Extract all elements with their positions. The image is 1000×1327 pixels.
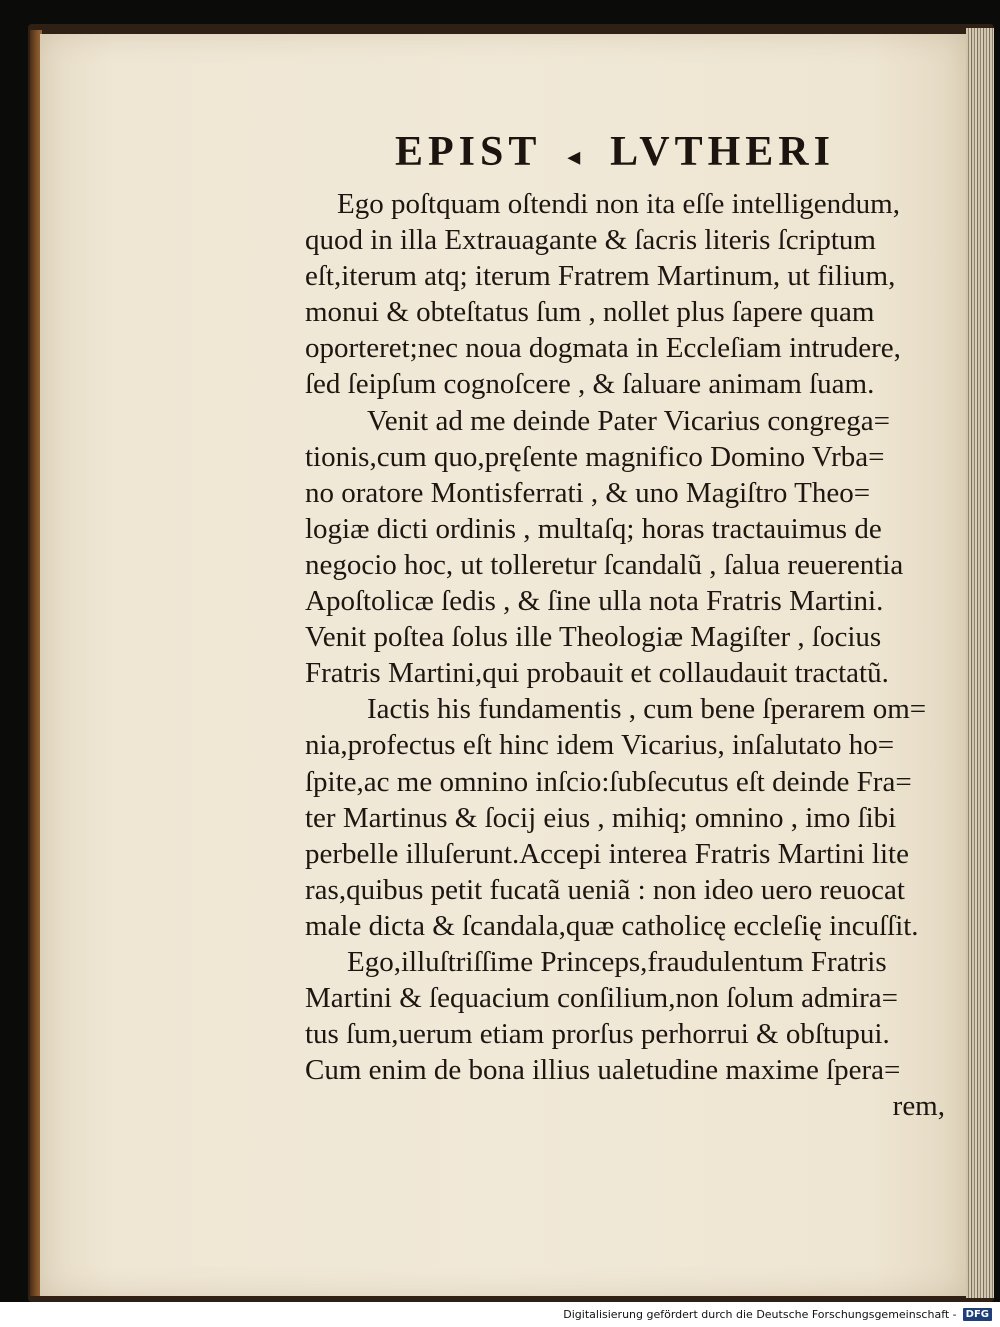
text-line: Ego,illuſtriſſime Princeps,fraudulentum Fratris — [347, 945, 887, 978]
running-header — [395, 128, 835, 184]
text-line: ras,quibus petit fucatã ueniã : non ideo uero reuocat — [305, 873, 905, 906]
text-line: monui & obteſtatus ſum , nollet plus ſapere quam — [305, 296, 875, 329]
dfg-logo-icon: DFG — [963, 1308, 992, 1321]
text-line: Martini & ſequacium conſilium,non ſolum admira= — [305, 982, 899, 1015]
header-mark: ◂ — [567, 142, 581, 171]
text-line: Venit ad me deinde Pater Vicarius congrega= — [367, 404, 891, 437]
text-line: ſed ſeipſum cognoſcere , & ſaluare animam ſuam. — [305, 368, 875, 401]
text-line: no oratore Montisferrati , & uno Magiſtro Theo= — [305, 476, 871, 509]
text-line: perbelle illuſerunt.Accepi interea Fratris Martini lite — [305, 837, 909, 870]
body-text — [305, 186, 945, 1124]
header-right: LVTHERI — [610, 129, 835, 175]
text-line: Apoſtolicæ ſedis , & ſine ulla nota Fratris Martini. — [305, 585, 884, 618]
page-edges — [966, 28, 994, 1298]
text-line: negocio hoc, ut tolleretur ſcandalũ , ſalua reuerentia — [305, 548, 904, 581]
text-line: quod in illa Extrauagante & ſacris literis ſcriptum — [305, 224, 876, 257]
text-line: logiæ dicti ordinis , multaſq; horas tractauimus de — [305, 512, 882, 545]
text-line: Ego poſtquam oſtendi non ita eſſe intelligendum, — [337, 188, 900, 220]
text-line: male dicta & ſcandala,quæ catholicę eccleſię incuſſit. — [305, 909, 919, 942]
text-line: tus ſum,uerum etiam prorſus perhorrui & obſtupui. — [305, 1018, 890, 1051]
text-line: eſt,iterum atq; iterum Fratrem Martinum, ut filium, — [305, 260, 896, 293]
text-line: ter Martinus & ſocij eius , mihiq; omnino , imo ſibi — [305, 801, 897, 834]
text-line: Fratris Martini,qui probauit et collaudauit tractatũ. — [305, 657, 889, 690]
text-line: tionis,cum quo,pręſente magnifico Domino Vrba= — [305, 440, 885, 473]
text-line: ſpite,ac me omnino inſcio:ſubſecutus eſt deinde Fra= — [305, 765, 912, 798]
footer-bar — [0, 1302, 1000, 1327]
text-line: nia,profectus eſt hinc idem Vicarius, inſalutato ho= — [305, 729, 895, 762]
header-left: EPIST — [395, 129, 542, 175]
funding-notice: Digitalisierung gefördert durch die Deutsche Forschungsgemeinschaft - — [563, 1308, 957, 1321]
catchword: rem, — [892, 1090, 945, 1123]
text-line: Venit poſtea ſolus ille Theologiæ Magiſter , ſocius — [305, 621, 882, 654]
text-line: Iactis his fundamentis , cum bene ſperarem om= — [367, 693, 927, 726]
text-line: oporteret;nec noua dogmata in Eccleſiam intrudere, — [305, 332, 901, 365]
text-line: Cum enim de bona illius ualetudine maxime ſpera= — [305, 1054, 901, 1087]
